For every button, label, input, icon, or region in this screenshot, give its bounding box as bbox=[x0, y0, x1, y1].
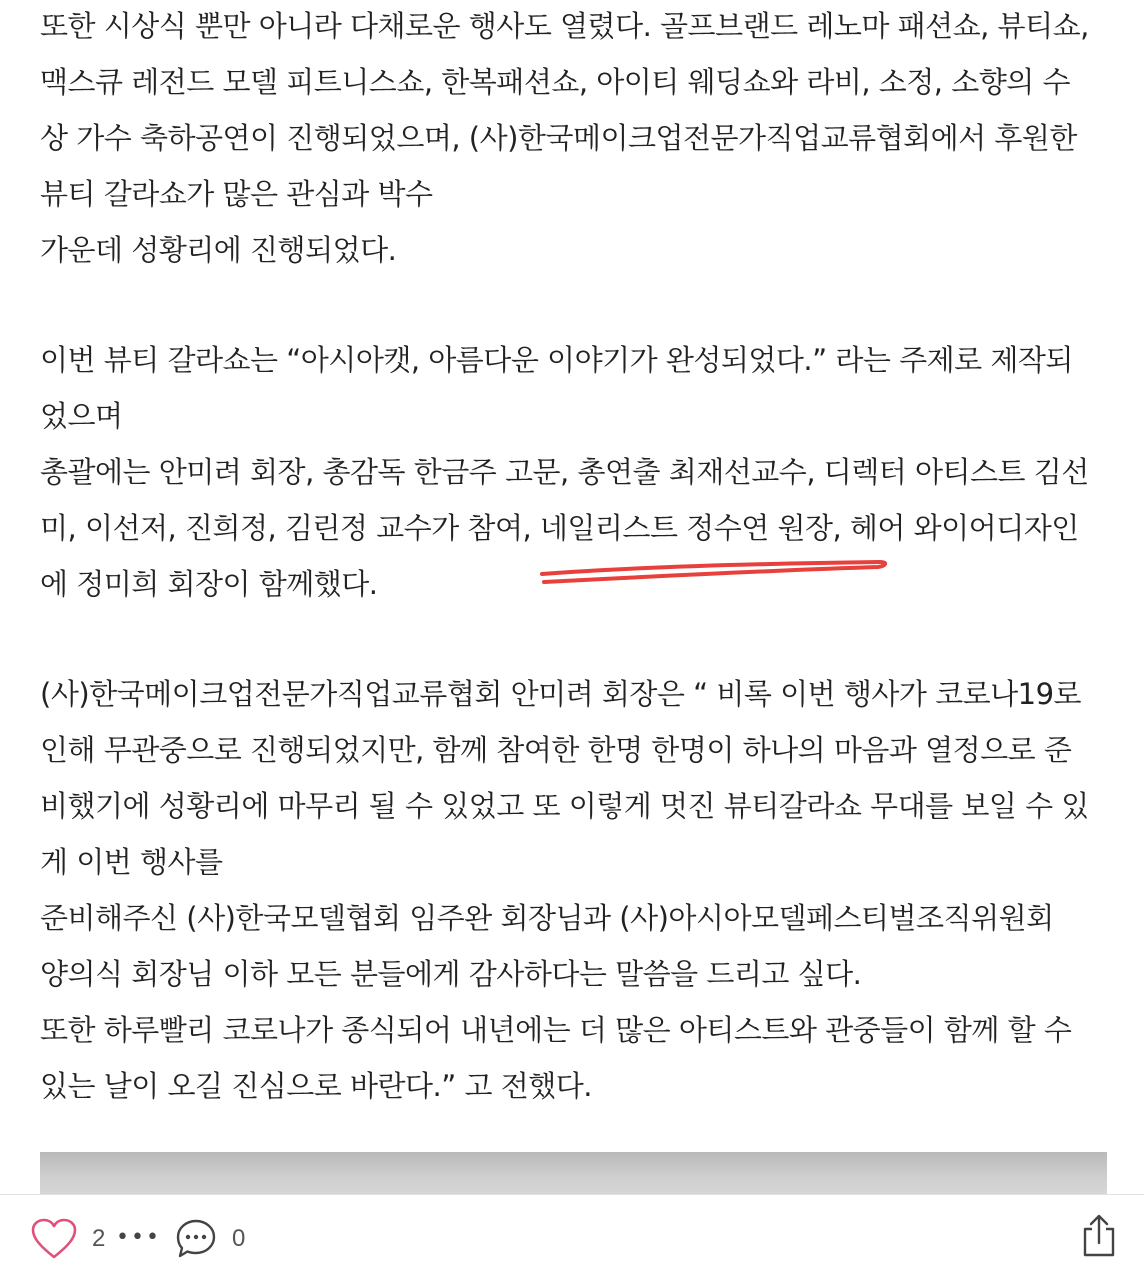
comment-count: 0 bbox=[232, 1225, 246, 1252]
article-line: 맥스큐 레전드 모델 피트니스쇼, 한복패션쇼, 아이티 웨딩쇼와 라비, 소정, 소향의 수 bbox=[40, 65, 1071, 99]
red-underline-annotation bbox=[530, 556, 900, 596]
article-line: 또한 하루빨리 코로나가 종식되어 내년에는 더 많은 아티스트와 관중들이 함께 할 수 bbox=[40, 1013, 1072, 1047]
article-line: 게 이번 행사를 bbox=[40, 845, 223, 879]
share-button[interactable] bbox=[1080, 1213, 1118, 1259]
article-line: 인해 무관중으로 진행되었지만, 함께 참여한 한명 한명이 하나의 마음과 열정으로 준 bbox=[40, 733, 1072, 767]
article-line: 이번 뷰티 갈라쇼는 “아시아캣, 아름다운 이야기가 완성되었다.” 라는 주제로 제작되 bbox=[40, 343, 1073, 377]
article-line: 미, 이선저, 진희정, 김린정 교수가 참여, 네일리스트 정수연 원장, 헤어 와이어디자인 bbox=[40, 511, 1079, 545]
article-line: 또한 시상식 뿐만 아니라 다채로운 행사도 열렸다. 골프브랜드 레노마 패션쇼, 뷰티쇼, bbox=[40, 9, 1089, 43]
article-line: 준비해주신 (사)한국모델협회 임주완 회장님과 (사)아시아모델페스티벌조직위원회 bbox=[40, 901, 1054, 935]
red-underline-stroke bbox=[542, 562, 885, 582]
article-line: 총괄에는 안미려 회장, 총감독 한금주 고문, 총연출 최재선교수, 디렉터 아티스트 김선 bbox=[40, 455, 1089, 489]
article-line: 뷰티 갈라쇼가 많은 관심과 박수 bbox=[40, 177, 433, 211]
article-line: 상 가수 축하공연이 진행되었으며, (사)한국메이크업전문가직업교류협회에서 후원한 bbox=[40, 121, 1077, 155]
article-image bbox=[40, 1152, 1107, 1194]
article-line: 었으며 bbox=[40, 399, 123, 433]
bottom-action-bar bbox=[0, 1194, 1144, 1281]
heart-outline-icon bbox=[30, 1217, 78, 1261]
article-line: 양의식 회장님 이하 모든 분들에게 감사하다는 말씀을 드리고 싶다. bbox=[40, 957, 862, 991]
share-icon bbox=[1080, 1213, 1118, 1259]
like-button[interactable] bbox=[30, 1215, 105, 1263]
comment-button[interactable] bbox=[174, 1215, 245, 1263]
speech-bubble-icon bbox=[174, 1217, 218, 1261]
article-line: (사)한국메이크업전문가직업교류협회 안미려 회장은 “ 비록 이번 행사가 코로나19로 bbox=[40, 677, 1082, 711]
article-line: 에 정미희 회장이 함께했다. bbox=[40, 567, 378, 601]
article-line: 비했기에 성황리에 마무리 될 수 있었고 또 이렇게 멋진 뷰티갈라쇼 무대를 보일 수 있 bbox=[40, 789, 1089, 823]
article-line: 있는 날이 오길 진심으로 바란다.” 고 전했다. bbox=[40, 1069, 593, 1103]
more-dots-icon: ••• bbox=[116, 1225, 161, 1250]
more-options-button[interactable] bbox=[116, 1225, 161, 1250]
like-count: 2 bbox=[92, 1225, 106, 1252]
article-line: 가운데 성황리에 진행되었다. bbox=[40, 233, 397, 267]
